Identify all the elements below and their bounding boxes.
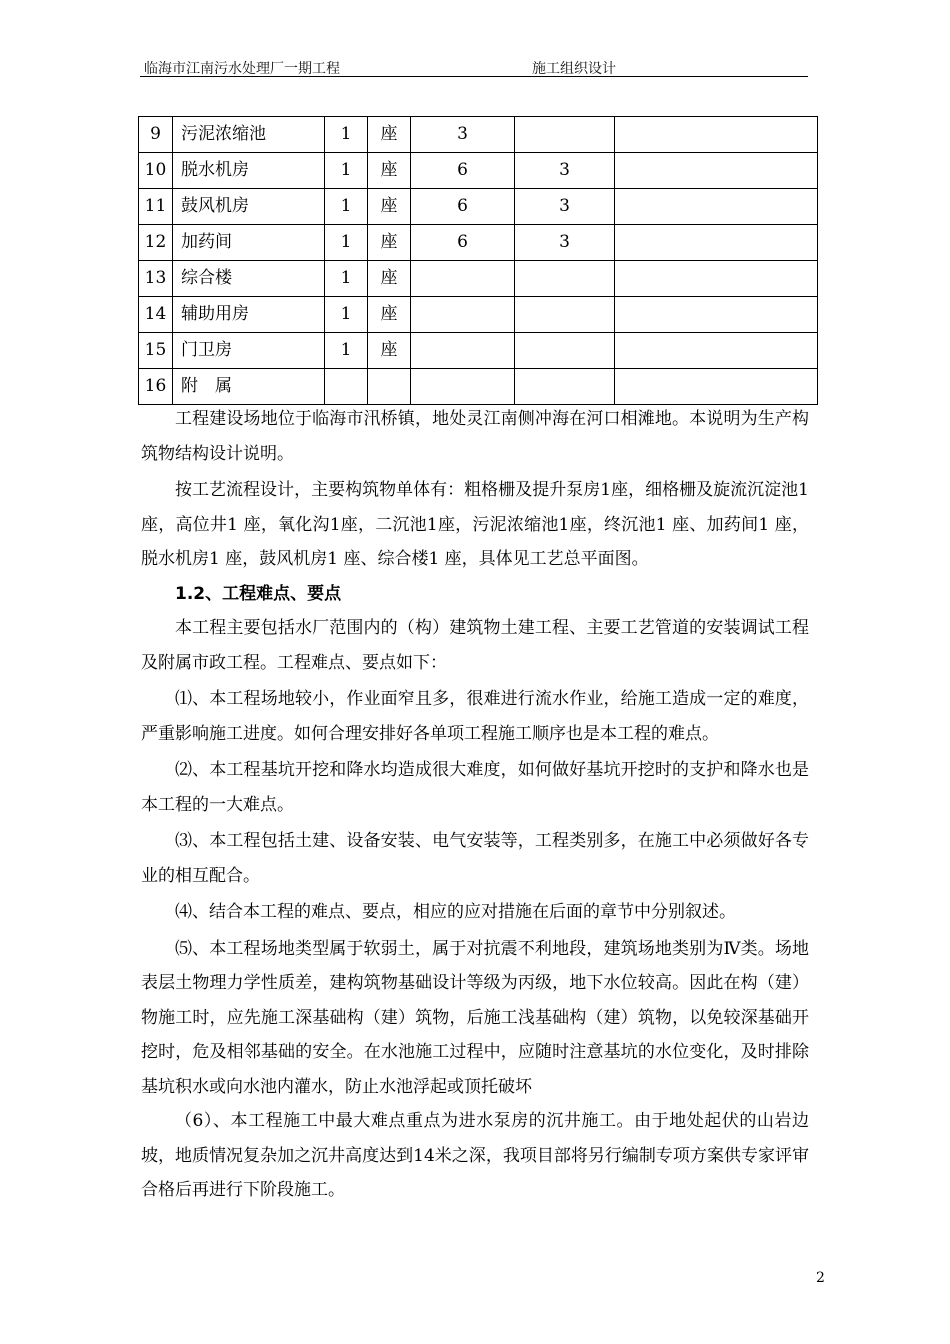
value-col-3 xyxy=(615,369,818,405)
page-header xyxy=(140,58,808,78)
unit: 座 xyxy=(368,225,411,261)
quantity: 1 xyxy=(325,225,368,261)
section-heading: 1.2、工程难点、要点 xyxy=(175,583,342,604)
quantity: 1 xyxy=(325,189,368,225)
row-number: 13 xyxy=(139,261,173,297)
table-row xyxy=(139,333,818,369)
value-col-2 xyxy=(515,261,615,297)
value-col-3 xyxy=(615,261,818,297)
value-col-1 xyxy=(411,369,515,405)
difficulty-item-1: ⑴、本工程场地较小，作业面窄且多，很难进行流水作业，给施工造成一定的难度，严重影响施工进度。如何合理安排好各单项工程施工顺序也是本工程的难点。 xyxy=(141,689,809,744)
paragraph-scope: 本工程主要包括水厂范围内的（构）建筑物土建工程、主要工艺管道的安装调试工程及附属市政工程。工程难点、要点如下： xyxy=(141,618,809,673)
unit: 座 xyxy=(368,189,411,225)
row-number: 9 xyxy=(139,117,173,153)
value-col-2 xyxy=(515,297,615,333)
value-col-1 xyxy=(411,297,515,333)
table-row xyxy=(139,189,818,225)
value-col-1: 6 xyxy=(411,225,515,261)
value-col-2 xyxy=(515,369,615,405)
quantity: 1 xyxy=(325,153,368,189)
table-row xyxy=(139,369,818,405)
difficulty-item-4: ⑷、结合本工程的难点、要点，相应的应对措施在后面的章节中分别叙述。 xyxy=(175,902,736,922)
paragraph-site: 工程建设场地位于临海市汛桥镇，地处灵江南侧冲海在河口相滩地。本说明为生产构筑物结构设计说明。 xyxy=(141,409,809,464)
value-col-2 xyxy=(515,333,615,369)
value-col-3 xyxy=(615,189,818,225)
value-col-3 xyxy=(615,225,818,261)
structure-name: 脱水机房 xyxy=(173,153,325,189)
difficulty-item-2: ⑵、本工程基坑开挖和降水均造成很大难度，如何做好基坑开挖时的支护和降水也是本工程的一大难点。 xyxy=(141,760,809,815)
structure-name: 附 属 xyxy=(173,369,325,405)
value-col-3 xyxy=(615,117,818,153)
table-row xyxy=(139,153,818,189)
table-row xyxy=(139,117,818,153)
value-col-2: 3 xyxy=(515,225,615,261)
value-col-1 xyxy=(411,333,515,369)
table-row xyxy=(139,225,818,261)
quantity: 1 xyxy=(325,261,368,297)
row-number: 11 xyxy=(139,189,173,225)
header-project-title: 临海市江南污水处理厂一期工程 xyxy=(144,61,340,77)
unit: 座 xyxy=(368,333,411,369)
page-number: 2 xyxy=(816,1270,825,1286)
structure-name: 综合楼 xyxy=(173,261,325,297)
value-col-3 xyxy=(615,153,818,189)
difficulty-item-5: ⑸、本工程场地类型属于软弱土，属于对抗震不利地段，建筑场地类别为Ⅳ类。场地表层土物理力学性质差，建构筑物基础设计等级为丙级，地下水位较高。因此在构（建）物施工时，应先施工深基础构（建）筑物，后施工浅基础构（建）筑物，以免较深基础开挖时，危及相邻基础的安全。在水池施工过程中，应随时注意基坑的水位变化，及时排除基坑积水或向水池内灌水，防止水池浮起或顶托破坏 xyxy=(141,938,809,1097)
value-col-2: 3 xyxy=(515,189,615,225)
value-col-1 xyxy=(411,261,515,297)
structure-name: 加药间 xyxy=(173,225,325,261)
structure-name: 鼓风机房 xyxy=(173,189,325,225)
value-col-3 xyxy=(615,333,818,369)
difficulty-item-6: （6）、本工程施工中最大难点重点为进水泵房的沉井施工。由于地处起伏的山岩边坡，地质情况复杂加之沉井高度达到14米之深，我项目部将另行编制专项方案供专家评审合格后再进行下阶段施工。 xyxy=(141,1111,809,1200)
quantity xyxy=(325,369,368,405)
row-number: 10 xyxy=(139,153,173,189)
row-number: 16 xyxy=(139,369,173,405)
value-col-1: 6 xyxy=(411,153,515,189)
unit: 座 xyxy=(368,261,411,297)
value-col-3 xyxy=(615,297,818,333)
unit xyxy=(368,369,411,405)
table-row xyxy=(139,297,818,333)
unit: 座 xyxy=(368,297,411,333)
value-col-2: 3 xyxy=(515,153,615,189)
value-col-2 xyxy=(515,117,615,153)
structure-name: 辅助用房 xyxy=(173,297,325,333)
structure-name: 门卫房 xyxy=(173,333,325,369)
paragraph-structures: 按工艺流程设计，主要构筑物单体有：粗格栅及提升泵房1座，细格栅及旋流沉淀池1 座，高位井1 座，氧化沟1座，二沉池1座，污泥浓缩池1座，终沉池1 座、加药间1 座，脱水机房1 座，鼓风机房1 座、综合楼1 座，具体见工艺总平面图。 xyxy=(141,480,809,569)
difficulty-item-3: ⑶、本工程包括土建、设备安装、电气安装等，工程类别多，在施工中必须做好各专业的相互配合。 xyxy=(141,831,809,886)
value-col-1: 3 xyxy=(411,117,515,153)
row-number: 14 xyxy=(139,297,173,333)
table-row xyxy=(139,261,818,297)
row-number: 12 xyxy=(139,225,173,261)
header-doc-type: 施工组织设计 xyxy=(532,61,616,77)
value-col-1: 6 xyxy=(411,189,515,225)
quantity: 1 xyxy=(325,117,368,153)
header-rule xyxy=(140,76,808,77)
unit: 座 xyxy=(368,117,411,153)
quantity: 1 xyxy=(325,297,368,333)
quantity: 1 xyxy=(325,333,368,369)
structures-table xyxy=(138,116,818,405)
row-number: 15 xyxy=(139,333,173,369)
unit: 座 xyxy=(368,153,411,189)
structure-name: 污泥浓缩池 xyxy=(173,117,325,153)
body-text xyxy=(141,402,809,1208)
